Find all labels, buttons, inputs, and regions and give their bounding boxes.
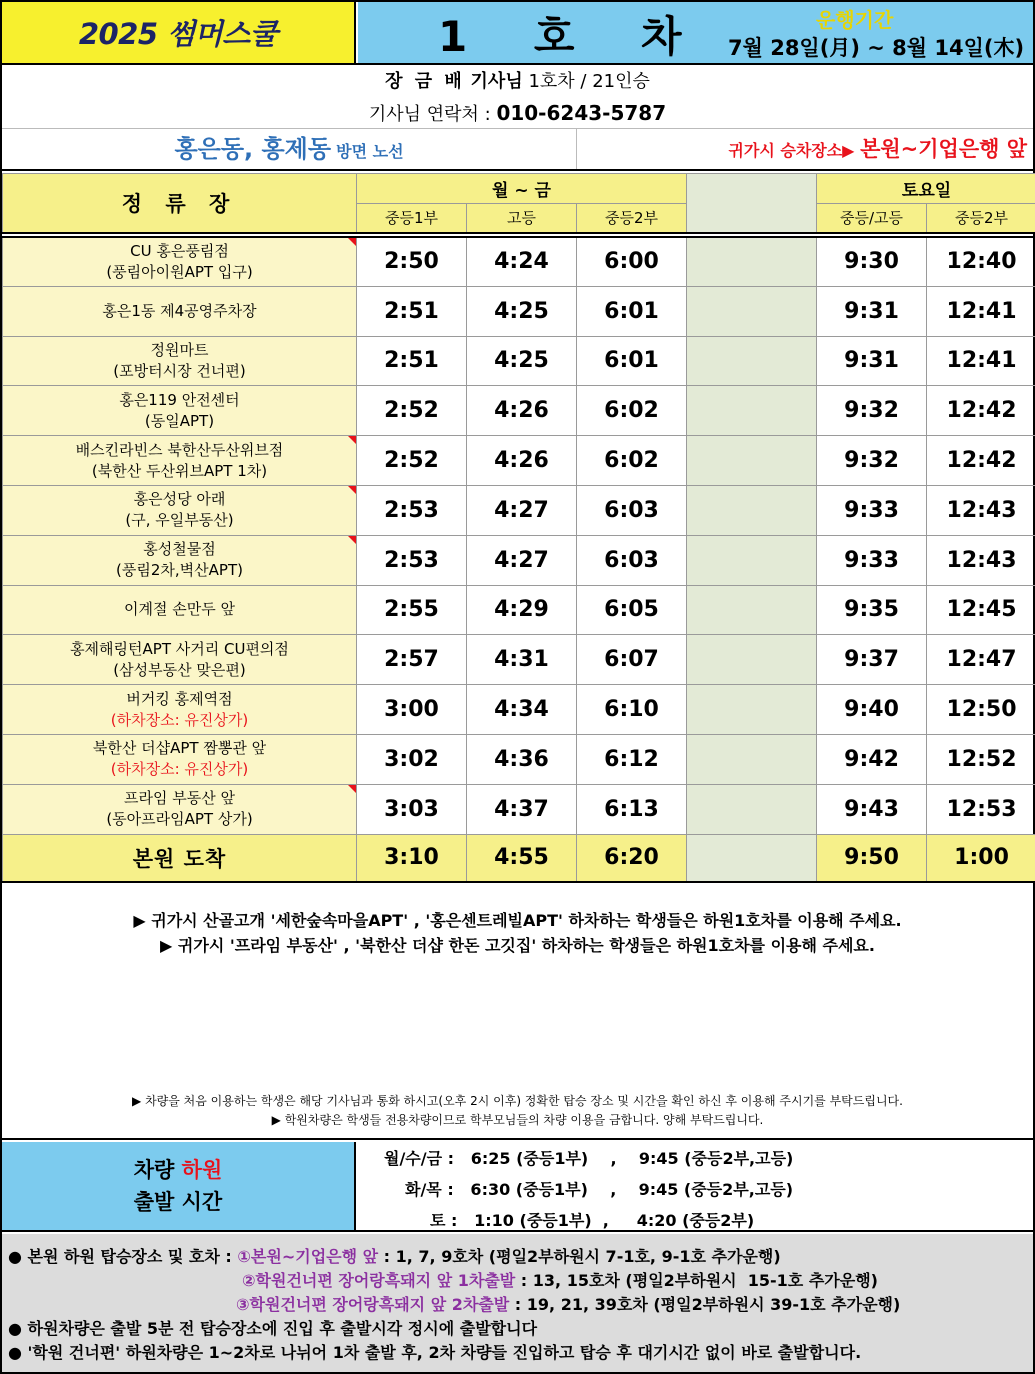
departure-title-b: 하원 <box>181 1158 223 1182</box>
gap-cell <box>687 485 817 535</box>
gap-cell <box>687 834 817 882</box>
arrival-label: 본원 도착 <box>3 834 357 882</box>
gap-cell <box>687 535 817 585</box>
period-label: 운행기간 <box>816 8 894 32</box>
table-row <box>3 286 1035 336</box>
gap-cell <box>687 685 817 735</box>
table-row <box>3 635 1035 685</box>
weekday-time: 6:02 <box>577 386 687 436</box>
stop-name-cell <box>3 436 357 486</box>
saturday-time: 9:32 <box>817 386 927 436</box>
stop-subtitle: (풍림아이원APT 입구) <box>106 262 253 281</box>
saturday-time: 9:35 <box>817 585 927 635</box>
stop-name-cell <box>3 237 357 287</box>
info-line-3 <box>236 1292 900 1315</box>
info-line-1-label: ● 본원 하원 탑승장소 및 호차 : <box>8 1247 238 1266</box>
table-row <box>3 585 1035 635</box>
weekday-time: 6:12 <box>577 734 687 784</box>
return-boarding-place: 본원~기업은행 앞 <box>860 137 1027 161</box>
stop-column-header: 정 류 장 <box>3 174 357 233</box>
weekday-time: 2:53 <box>357 535 467 585</box>
gap-cell <box>687 386 817 436</box>
stop-subtitle: (동일APT) <box>144 411 215 430</box>
car-title-box <box>358 2 1033 63</box>
saturday-time: 12:43 <box>927 535 1035 585</box>
stop-name: 정원마트 <box>150 340 209 359</box>
arrival-time: 4:55 <box>467 834 577 882</box>
pickup-cars-2: : 13, 15호차 (평일2부하원시 15-1호 추가운행) <box>515 1271 878 1290</box>
saturday-time: 12:53 <box>927 784 1035 834</box>
car-info: 1호차 / 21인승 <box>528 71 650 92</box>
weekday-time: 2:52 <box>357 386 467 436</box>
weekday-header: 월 ~ 금 <box>357 174 687 204</box>
pickup-info <box>2 1234 1033 1372</box>
contact-label: 기사님 연락처 : <box>368 104 491 125</box>
stop-name: 홍은성당 아래 <box>133 490 226 509</box>
departure-title-c: 출발 시간 <box>133 1190 223 1214</box>
weekday-time: 2:51 <box>357 336 467 386</box>
driver-title: 기사님 <box>470 71 523 92</box>
weekday-time: 6:05 <box>577 585 687 635</box>
stop-name-cell <box>3 585 357 635</box>
weekday-time: 6:03 <box>577 535 687 585</box>
saturday-time: 12:41 <box>927 286 1035 336</box>
arrival-row <box>3 834 1035 882</box>
table-row <box>3 685 1035 735</box>
saturday-time: 9:33 <box>817 535 927 585</box>
saturday-time: 12:47 <box>927 635 1035 685</box>
saturday-time: 12:40 <box>927 237 1035 287</box>
stop-name-cell <box>3 734 357 784</box>
saturday-time: 12:43 <box>927 485 1035 535</box>
weekday-time: 3:00 <box>357 685 467 735</box>
departure-section <box>2 1142 1033 1232</box>
weekday-time: 4:26 <box>467 386 577 436</box>
weekday-time: 2:53 <box>357 485 467 535</box>
departure-title-a: 차량 <box>133 1158 182 1182</box>
info-line-1 <box>8 1244 781 1267</box>
weekday-time: 6:07 <box>577 635 687 685</box>
comment-marker-icon <box>348 238 356 246</box>
driver-name: 장 금 배 <box>385 71 465 92</box>
saturday-time: 12:41 <box>927 336 1035 386</box>
gap-cell <box>687 286 817 336</box>
arrival-time-sat: 9:50 <box>817 834 927 882</box>
weekday-time: 6:01 <box>577 336 687 386</box>
departure-row-mwf: 월/수/금 : 6:25 (중등1부) , 9:45 (중등2부,고등) <box>384 1149 794 1168</box>
stop-name-cell <box>3 386 357 436</box>
notes-section <box>2 882 1033 1140</box>
program-title: 2025 썸머스쿨 <box>78 17 278 51</box>
weekday-col-header: 중등1부 <box>357 204 467 233</box>
stop-subtitle: (하차장소: 유진상가) <box>110 710 249 729</box>
info-line-5: ● '학원 건너편' 하원차량은 1~2차로 나뉘어 1차 출발 후, 2차 차량들 진입하고 탑승 후 대기시간 없이 바로 출발합니다. <box>8 1343 862 1362</box>
stop-name: 배스킨라빈스 북한산두산위브점 <box>75 440 284 459</box>
weekday-time: 3:02 <box>357 734 467 784</box>
stop-name: 북한산 더샵APT 짬뽕관 앞 <box>92 739 267 758</box>
departure-title <box>2 1142 356 1230</box>
stop-name: 홍제해링턴APT 사거리 CU편의점 <box>70 639 289 658</box>
gap-cell <box>687 336 817 386</box>
saturday-time: 9:32 <box>817 436 927 486</box>
stop-name: 홍은119 안전센터 <box>119 390 240 409</box>
weekday-time: 6:10 <box>577 685 687 735</box>
gap-cell <box>687 635 817 685</box>
pickup-cars-3: : 19, 21, 39호차 (평일2부하원시 39-1호 추가운행) <box>509 1295 901 1314</box>
weekday-time: 4:24 <box>467 237 577 287</box>
weekday-time: 6:01 <box>577 286 687 336</box>
gap-column <box>687 174 817 233</box>
route-area-suffix: 방면 노선 <box>336 142 404 161</box>
route-area-name: 홍은동, 홍제동 <box>174 135 332 163</box>
stop-name: 버거킹 홍제역점 <box>126 689 233 708</box>
note-main-1: ▶ 귀가시 산골고개 '세한숲속마을APT' , '홍은센트레빌APT' 하차하는 학생들은 하원1호차를 이용해 주세요. <box>133 911 902 930</box>
pickup-place-1: ①본원~기업은행 앞 <box>237 1247 379 1266</box>
stop-subtitle: (구, 우일부동산) <box>125 511 234 530</box>
comment-marker-icon <box>348 785 356 793</box>
table-row <box>3 386 1035 436</box>
period-dates: 7월 28일(月) ~ 8월 14일(木) <box>728 36 1025 60</box>
stop-rows <box>3 237 1035 835</box>
pickup-place-2: ②학원건너편 장어랑흑돼지 앞 1차출발 <box>242 1271 516 1290</box>
arrival-time: 3:10 <box>357 834 467 882</box>
weekday-time: 2:52 <box>357 436 467 486</box>
departure-row-sat: 토 : 1:10 (중등1부) , 4:20 (중등2부) <box>430 1211 755 1230</box>
note-small-2: ▶ 학원차량은 학생들 전용차량이므로 학부모님들의 차량 이용을 금합니다. 양해 부탁드립니다. <box>271 1113 764 1127</box>
arrival-time-sat: 1:00 <box>927 834 1035 882</box>
table-row <box>3 784 1035 834</box>
weekday-time: 4:25 <box>467 336 577 386</box>
route-row <box>2 129 1033 171</box>
weekday-time: 3:03 <box>357 784 467 834</box>
weekday-time: 6:00 <box>577 237 687 287</box>
pickup-place-3: ③학원건너편 장어랑흑돼지 앞 2차출발 <box>236 1295 510 1314</box>
stop-name: 이계절 손만두 앞 <box>124 600 235 619</box>
weekday-time: 4:27 <box>467 535 577 585</box>
comment-marker-icon <box>348 436 356 444</box>
stop-subtitle: (북한산 두산위브APT 1차) <box>91 461 268 480</box>
weekday-time: 4:34 <box>467 685 577 735</box>
saturday-col-header: 중등2부 <box>927 204 1035 233</box>
comment-marker-icon <box>348 536 356 544</box>
weekday-time: 6:03 <box>577 485 687 535</box>
weekday-time: 4:37 <box>467 784 577 834</box>
weekday-col-header: 중등2부 <box>577 204 687 233</box>
weekday-time: 4:36 <box>467 734 577 784</box>
driver-info <box>2 67 1033 97</box>
program-title-box <box>2 2 356 63</box>
route-area <box>2 129 577 169</box>
stop-subtitle: (동아프라임APT 상가) <box>106 810 253 829</box>
comment-marker-icon <box>348 486 356 494</box>
table-row <box>3 237 1035 287</box>
stop-name-cell <box>3 685 357 735</box>
weekday-col-header: 고등 <box>467 204 577 233</box>
saturday-time: 9:33 <box>817 485 927 535</box>
weekday-time: 2:55 <box>357 585 467 635</box>
note-small-1: ▶ 차량을 처음 이용하는 학생은 해당 기사님과 통화 하시고(오후 2시 이후) 정확한 탑승 장소 및 시간을 확인 하신 후 이용해 주시기를 부탁드립니다. <box>132 1094 903 1108</box>
saturday-time: 12:50 <box>927 685 1035 735</box>
stop-name-cell <box>3 286 357 336</box>
header <box>2 2 1033 65</box>
return-boarding <box>578 129 1033 169</box>
saturday-time: 9:43 <box>817 784 927 834</box>
stop-name-cell <box>3 535 357 585</box>
info-line-2 <box>242 1268 878 1291</box>
saturday-col-header: 중등/고등 <box>817 204 927 233</box>
arrival-time: 6:20 <box>577 834 687 882</box>
table-row <box>3 535 1035 585</box>
pickup-cars-1: : 1, 7, 9호차 (평일2부하원시 7-1호, 9-1호 추가운행) <box>378 1247 781 1266</box>
weekday-time: 4:31 <box>467 635 577 685</box>
stop-name: 프라임 부동산 앞 <box>124 789 235 808</box>
weekday-time: 6:13 <box>577 784 687 834</box>
weekday-time: 4:29 <box>467 585 577 635</box>
table-row <box>3 485 1035 535</box>
weekday-time: 4:26 <box>467 436 577 486</box>
stop-name-cell <box>3 336 357 386</box>
info-line-4: ● 하원차량은 출발 5분 전 탑승장소에 진입 후 출발시각 정시에 출발합니다 <box>8 1319 538 1338</box>
driver-contact <box>2 97 1033 129</box>
saturday-time: 9:31 <box>817 286 927 336</box>
saturday-time: 9:31 <box>817 336 927 386</box>
stop-name: 홍성철물점 <box>143 540 216 559</box>
table-row <box>3 734 1035 784</box>
weekday-time: 2:50 <box>357 237 467 287</box>
stop-name-cell <box>3 784 357 834</box>
table-row <box>3 336 1035 386</box>
gap-cell <box>687 784 817 834</box>
saturday-time: 12:52 <box>927 734 1035 784</box>
return-boarding-label: 귀가시 승차장소▶ <box>728 141 855 160</box>
saturday-time: 9:37 <box>817 635 927 685</box>
stop-name-cell <box>3 485 357 535</box>
weekday-time: 2:51 <box>357 286 467 336</box>
weekday-time: 4:27 <box>467 485 577 535</box>
saturday-time: 9:40 <box>817 685 927 735</box>
saturday-time: 9:42 <box>817 734 927 784</box>
timetable <box>2 173 1035 883</box>
stop-subtitle: (삼성부동산 맞은편) <box>113 660 246 679</box>
car-number: 1 호 차 <box>438 12 708 61</box>
saturday-time: 12:42 <box>927 436 1035 486</box>
driver-phone[interactable]: 010-6243-5787 <box>496 101 667 125</box>
saturday-time: 12:45 <box>927 585 1035 635</box>
table-row <box>3 436 1035 486</box>
stop-name: CU 홍은풍림점 <box>130 241 229 260</box>
saturday-time: 9:30 <box>817 237 927 287</box>
weekday-time: 2:57 <box>357 635 467 685</box>
saturday-header: 토요일 <box>817 174 1035 204</box>
stop-subtitle: (하차장소: 유진상가) <box>110 760 249 779</box>
note-main-2: ▶ 귀가시 '프라임 부동산' , '북한산 더샵 한돈 고깃집' 하차하는 학생들은 하원1호차를 이용해 주세요. <box>160 936 875 955</box>
weekday-time: 4:25 <box>467 286 577 336</box>
gap-cell <box>687 585 817 635</box>
gap-cell <box>687 436 817 486</box>
departure-row-tt: 화/목 : 6:30 (중등1부) , 9:45 (중등2부,고등) <box>405 1180 794 1199</box>
gap-cell <box>687 237 817 287</box>
stop-name-cell <box>3 635 357 685</box>
weekday-time: 6:02 <box>577 436 687 486</box>
stop-subtitle: (풍림2차,벽산APT) <box>116 561 243 580</box>
stop-subtitle: (포방터시장 건너편) <box>113 361 246 380</box>
saturday-time: 12:42 <box>927 386 1035 436</box>
stop-name: 홍은1동 제4공영주차장 <box>102 301 257 320</box>
gap-cell <box>687 734 817 784</box>
